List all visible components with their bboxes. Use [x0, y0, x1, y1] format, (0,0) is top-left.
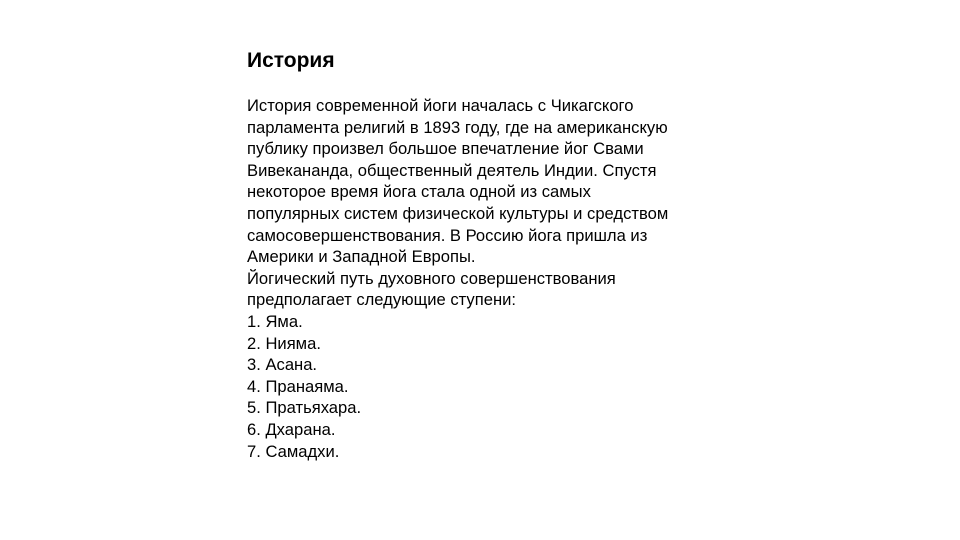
- list-item: 3. Асана.: [247, 355, 318, 375]
- list-item: 5. Пратьяхара.: [247, 398, 362, 418]
- paragraph-line: парламента религий в 1893 году, где на американскую: [247, 117, 668, 137]
- paragraph-line: Америки и Западной Европы.: [247, 247, 476, 267]
- list-item: 4. Пранаяма.: [247, 376, 349, 396]
- paragraph-line: Вивекананда, общественный деятель Индии. Спустя: [247, 160, 657, 180]
- slide-body: [247, 95, 727, 462]
- list-item: 2. Нияма.: [247, 333, 321, 353]
- list-item: 6. Дхарана.: [247, 419, 336, 439]
- paragraph-line: популярных систем физической культуры и средством: [247, 203, 669, 223]
- paragraph-line: самосовершенствования. В Россию йога пришла из: [247, 225, 648, 245]
- paragraph-line: Йогический путь духовного совершенствования: [247, 268, 616, 288]
- paragraph-line: История современной йоги началась с Чикагского: [247, 96, 634, 115]
- paragraph-line: некоторое время йога стала одной из самых: [247, 182, 591, 202]
- paragraph-line: публику произвел большое впечатление йог Свами: [247, 139, 644, 159]
- list-item: 1. Яма.: [247, 311, 303, 331]
- paragraph-line: предполагает следующие ступени:: [247, 290, 516, 310]
- list-item: 7. Самадхи.: [247, 441, 340, 461]
- slide-title: История: [247, 49, 335, 72]
